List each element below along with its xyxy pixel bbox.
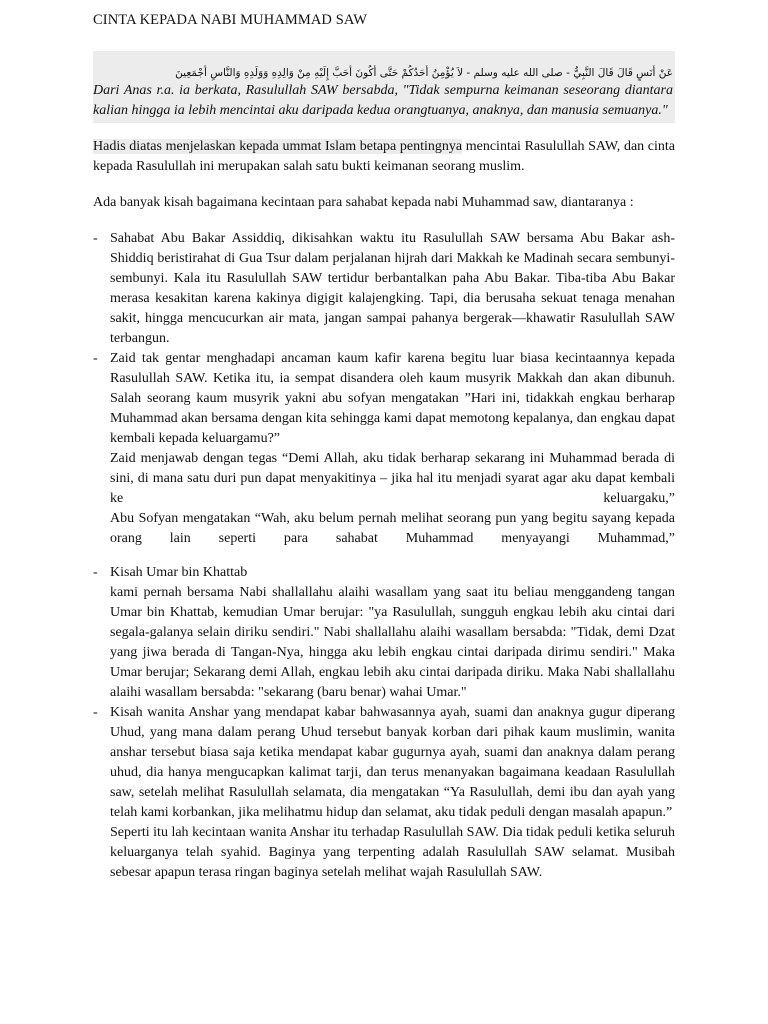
list-bullet: -	[93, 351, 98, 366]
story-response: Abu Sofyan mengatakan “Wah, aku belum pernah melihat seorang pun yang begitu sayang kepada orang lain seperti para sahabat Muhammad menyayangi Muhammad,”	[110, 511, 675, 546]
story-list	[93, 229, 675, 883]
story-text: kami pernah bersama Nabi shallallahu alaihi wasallam yang saat itu beliau menggandeng tangan Umar bin Khattab, kemudian Umar berujar: "ya Rasulullah, sungguh engkau lebih aku cintai dari segala-galanya selain diriku sendiri." Nabi shallallahu alaihi wasallam bersabda: "Tidak, demi Dzat yang jiwa berada di Tangan-Nya, hingga aku lebih engkau cintai daripada dirimu sendiri." Maka Umar berujar; Sekarang demi Allah, engkau lebih aku cintai daripada diriku. Maka Nabi shallallahu alaihi wasallam bersabda: "sekarang (baru benar) wahai Umar."	[110, 585, 675, 700]
story-closing: Seperti itu lah kecintaan wanita Anshar itu terhadap Rasulullah SAW. Dia tidak peduli ketika seluruh keluarganya telah syahid. Baginya yang terpenting adalah Rasulullah SAW selamat. Musibah sebesar apapun terasa ringan baginya setelah melihat wajah Rasulullah SAW.	[110, 825, 675, 880]
hadith-block	[93, 51, 675, 123]
list-bullet: -	[93, 565, 98, 580]
story-zaid	[93, 349, 675, 563]
story-abu-bakar	[93, 229, 675, 349]
list-bullet: -	[93, 231, 98, 246]
intro-highlighted-text: Hadis diatas menjelaskan kepada ummat Islam betapa pentingnya	[93, 139, 463, 154]
list-bullet: -	[93, 705, 98, 720]
story-heading: Kisah Umar bin Khattab	[110, 565, 248, 580]
story-text: Sahabat Abu Bakar Assiddiq, dikisahkan waktu itu Rasulullah SAW bersama Abu Bakar ash-Shiddiq beristirahat di Gua Tsur dalam perjalanan hijrah dari Makkah ke Madinah secara sembunyi-sembunyi. Kala itu Rasulullah SAW tertidur berbantalkan paha Abu Bakar. Tiba-tiba Abu Bakar merasa kesakitan karena kakinya digigit kalajengking. Tapi, dia berusaha sekuat tenaga menahan sakit, hingga mencucurkan air mata, jangan sampai pahanya bergerak—khawatir Rasulullah SAW terbangun.	[110, 231, 675, 346]
lead-paragraph: Ada banyak kisah bagaimana kecintaan para sahabat kepada nabi Muhammad saw, diantaranya :	[93, 195, 634, 210]
story-text: Kisah wanita Anshar yang mendapat kabar bahwasannya ayah, suami dan anaknya gugur diperang Uhud, yang mana dalam perang Uhud tersebut banyak korban dari pihak kaum muslimin, wanita anshar tersebut biasa saja ketika mendapat kabar gugurnya ayah, suami dan anaknya dalam perang uhud, dia hanya mengucapkan kalimat tarji, dan terus menanyakan bagaimana keadaan Rasulullah saw, setelah melihat Rasulullah selamata, dia mengatakan “Ya Rasulullah, demi ibu dan ayah yang telah kami korbankan, jika melihatmu hidup dan selamat, aku tidak peduli dengan masalah apapun.”	[110, 705, 675, 820]
story-reply: Zaid menjawab dengan tegas “Demi Allah, aku tidak berharap sekarang ini Muhammad berada di sini, di mana satu duri pun dapat menyakitinya – jika hal itu menjadi syarat agar aku dapat kembali ke keluargaku,”	[110, 451, 675, 506]
document-page	[93, 12, 675, 883]
story-umar	[93, 563, 675, 703]
story-text: Zaid tak gentar menghadapi ancaman kaum kafir karena begitu luar biasa kecintaannya kepada Rasulullah SAW. Ketika itu, ia sempat disandera oleh kaum musyrik Makkah dan akan dibunuh. Salah seorang kaum musyrik yakni abu sofyan mengatakan ”Hari ini, tidakkah engkau berharap Muhammad akan bersama dengan kita sehingga kami dapat memotong kepalanya, dan engkau dapat kembali kepada keluargamu?”	[110, 351, 675, 446]
intro-rest-text: mencintai Rasulullah SAW, dan cinta kepada Rasulullah ini merupakan salah satu bukti keimanan seorang muslim.	[93, 139, 675, 174]
hadith-arabic: عَنْ أَنَسٍ قَالَ قَالَ النَّبِيُّ - صلى الله عليه وسلم - لاَ يُؤْمِنُ أَحَدُكُمْ حَتَّى أَكُونَ أَحَبَّ إِلَيْهِ مِنْ وَالِدِهِ وَوَلَدِهِ وَالنَّاسِ أَجْمَعِينَ	[175, 67, 673, 79]
story-wanita-anshar	[93, 703, 675, 883]
intro-paragraph	[93, 137, 675, 177]
page-title: CINTA KEPADA NABI MUHAMMAD SAW	[93, 12, 368, 28]
hadith-translation: Dari Anas r.a. ia berkata, Rasulullah SAW bersabda, "Tidak sempurna keimanan seseorang diantara kalian hingga ia lebih mencintai aku daripada kedua orangtuanya, anaknya, dan manusia semuanya."	[93, 83, 673, 118]
